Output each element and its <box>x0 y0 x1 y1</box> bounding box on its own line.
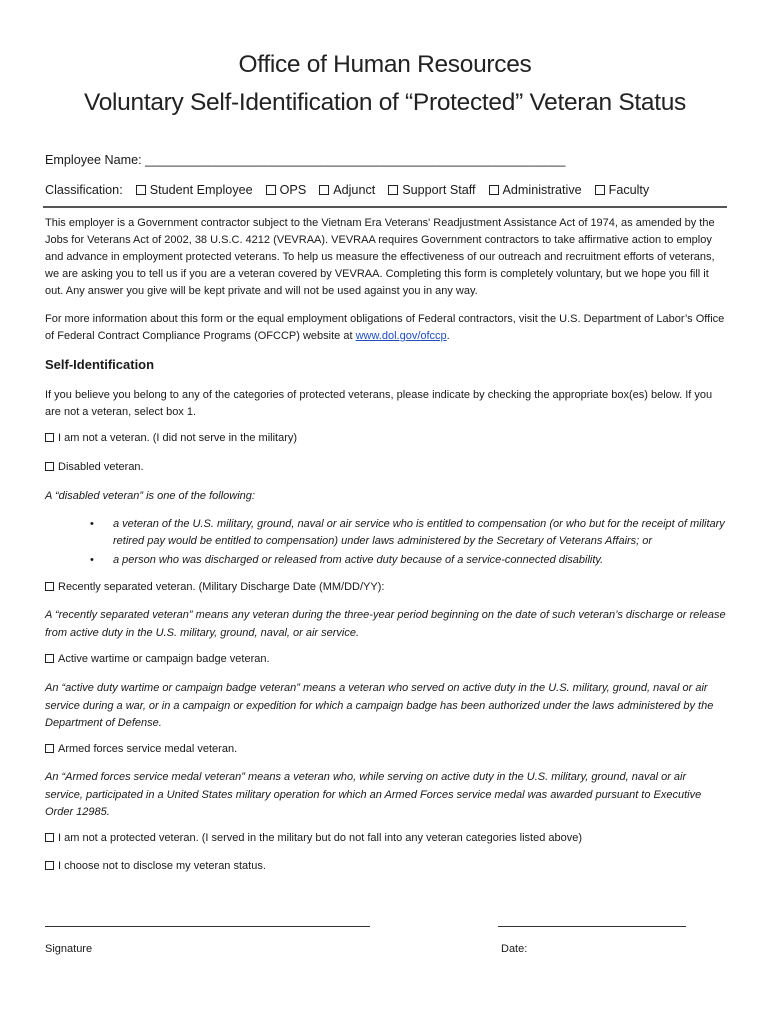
option-disabled-veteran[interactable]: Disabled veteran. <box>45 461 144 473</box>
option-not-protected[interactable]: I am not a protected veteran. (I served in the military but do not fall into any veteran categories listed above) <box>45 832 582 844</box>
classification-faculty[interactable]: Faculty <box>595 183 650 197</box>
disabled-definition: A “disabled veteran” is one of the following: <box>45 490 255 502</box>
option-armed-forces[interactable]: Armed forces service medal veteran. <box>45 743 237 755</box>
armed-forces-definition: An “Armed forces service medal veteran” means a veteran who, while serving on active duty in the U.S. military, ground, naval or air service, participated in a United States military operation for which an Armed Forces service medal was awarded pursuant to Executive Order 12985. <box>45 771 702 818</box>
option-not-disclose[interactable]: I choose not to disclose my veteran status. <box>45 860 266 872</box>
option-active-wartime[interactable]: Active wartime or campaign badge veteran. <box>45 653 270 665</box>
recently-separated-definition: A “recently separated veteran” means any veteran during the three-year period beginning on the date of such veteran’s discharge or release from active duty in the U.S. military, ground, naval, or air service. <box>45 609 726 639</box>
checkbox-icon[interactable] <box>489 185 499 195</box>
checkbox-icon[interactable] <box>319 185 329 195</box>
checkbox-icon[interactable] <box>45 833 54 842</box>
classification-adjunct[interactable]: Adjunct <box>319 183 375 197</box>
page-title: Office of Human Resources <box>238 51 532 78</box>
classification-ops[interactable]: OPS <box>266 183 307 197</box>
checkbox-icon[interactable] <box>45 462 54 471</box>
classification-administrative[interactable]: Administrative <box>489 183 582 197</box>
list-item: • a person who was discharged or released from active duty because of a service-connected disability. <box>90 552 730 569</box>
checkbox-icon[interactable] <box>45 654 54 663</box>
section-divider <box>43 206 727 208</box>
page-subtitle: Voluntary Self-Identification of “Protected” Veteran Status <box>84 89 686 116</box>
checkbox-icon[interactable] <box>45 744 54 753</box>
ofccp-link[interactable]: www.dol.gov/ofccp <box>355 330 447 342</box>
disabled-bullets <box>90 516 730 571</box>
list-item: • a veteran of the U.S. military, ground, naval or air service who is entitled to compensation (or who but for the receipt of military retired pay would be entitled to compensation) under laws administered by the Secretary of Veterans Affairs; or <box>90 516 730 550</box>
classification-student-employee[interactable]: Student Employee <box>136 183 253 197</box>
date-label: Date: <box>501 943 528 955</box>
classification-label: Classification: <box>45 183 123 197</box>
checkbox-icon[interactable] <box>136 185 146 195</box>
option-not-veteran[interactable]: I am not a veteran. (I did not serve in the military) <box>45 432 297 444</box>
checkbox-icon[interactable] <box>45 433 54 442</box>
active-wartime-definition: An “active duty wartime or campaign badge veteran” means a veteran who served on active duty in the U.S. military, ground, naval or air service during a war, or in a campaign or expedition for which a campaign badge has been authorized under the laws administered by the Department of Defense. <box>45 682 714 729</box>
self-identification-heading: Self-Identification <box>45 357 155 372</box>
checkbox-icon[interactable] <box>595 185 605 195</box>
classification-support-staff[interactable]: Support Staff <box>388 183 475 197</box>
checkbox-icon[interactable] <box>266 185 276 195</box>
info-paragraph: For more information about this form or the equal employment obligations of Federal contractors, visit the U.S. Department of Labor’s Office of Federal Contract Compliance Programs (OFCCP) website at www.dol.gov/ofccp. <box>45 313 725 342</box>
date-line[interactable] <box>498 926 686 927</box>
signature-line[interactable] <box>45 926 370 927</box>
signature-label: Signature <box>45 943 93 955</box>
instructions-paragraph: If you believe you belong to any of the categories of protected veterans, please indicate by checking the appropriate box(es) below. If you are not a veteran, select box 1. <box>45 389 713 418</box>
intro-paragraph: This employer is a Government contractor subject to the Vietnam Era Veterans' Readjustment Assistance Act of 1974, as amended by the Jobs for Veterans Act of 2002, 38 U.S.C. 4212 (VEVRAA). VEVRAA requires Government contractors to take affirmative action to employ and advance in employment protected veterans. To help us measure the effectiveness of our outreach and recruitment efforts of veterans, we are asking you to tell us if you are a veteran covered by VEVRAA. Completing this form is completely voluntary, but we hope you fill it out. Any answer you give will be kept private and will not be used against you in any way. <box>45 217 715 297</box>
checkbox-icon[interactable] <box>45 861 54 870</box>
employee-name-field[interactable]: Employee Name: ____________________________________________________________ <box>45 153 566 167</box>
checkbox-icon[interactable] <box>45 582 54 591</box>
option-recently-separated[interactable]: Recently separated veteran. (Military Discharge Date (MM/DD/YY): <box>45 581 384 593</box>
classification-row <box>45 183 649 197</box>
checkbox-icon[interactable] <box>388 185 398 195</box>
